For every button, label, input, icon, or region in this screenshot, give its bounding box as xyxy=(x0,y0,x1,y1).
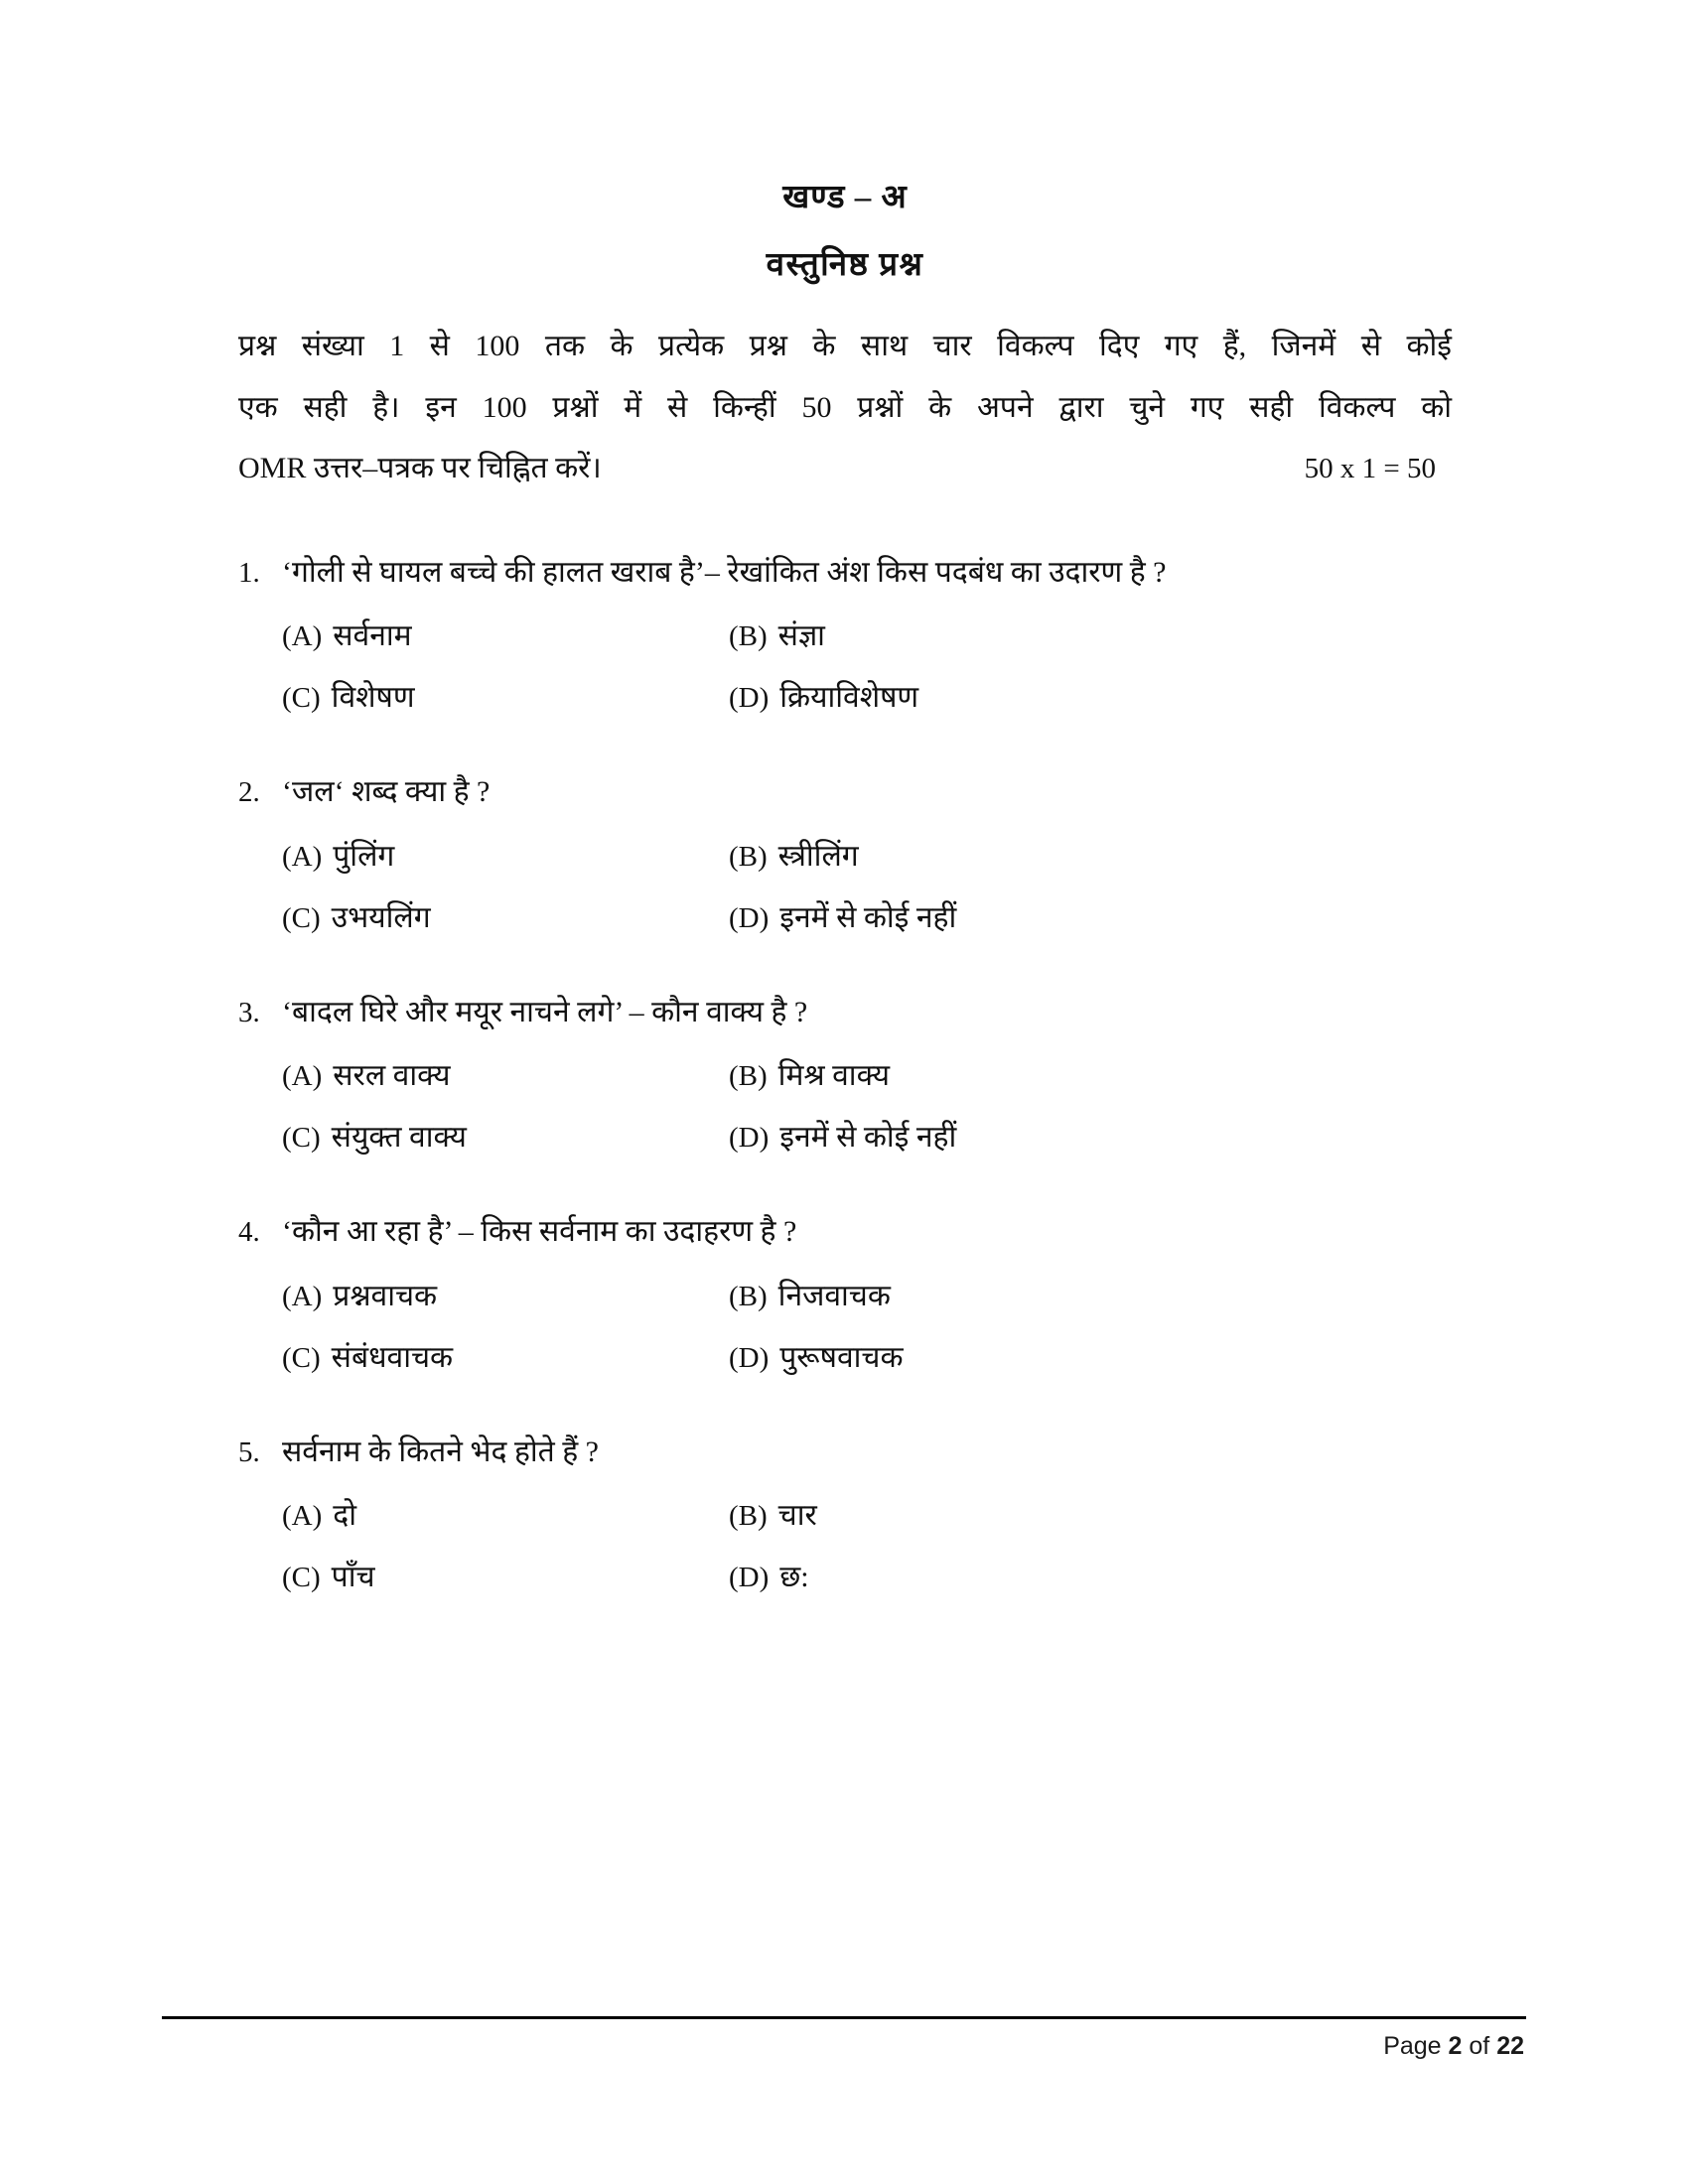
option-label: (D) xyxy=(729,1562,770,1593)
option-b[interactable] xyxy=(729,836,1452,878)
page-content xyxy=(238,174,1452,1598)
footer-total-pages: 22 xyxy=(1496,2032,1524,2060)
option-label: (C) xyxy=(282,901,321,934)
option-label: (A) xyxy=(282,1280,323,1312)
question-row xyxy=(238,770,1452,814)
question-number: 2. xyxy=(238,776,260,808)
question-number: 5. xyxy=(238,1435,260,1468)
option-text: विशेषण xyxy=(331,681,415,714)
option-text: पुरूषवाचक xyxy=(779,1340,904,1374)
option-a[interactable] xyxy=(282,1495,729,1537)
option-label: (C) xyxy=(282,1122,321,1154)
question-text: सर्वनाम के कितने भेद होते हैं ? xyxy=(282,1434,599,1468)
question-number: 1. xyxy=(238,556,260,589)
option-c[interactable] xyxy=(282,1337,729,1379)
option-text: उभयलिंग xyxy=(331,900,431,934)
options-row xyxy=(282,897,1452,939)
option-label: (D) xyxy=(729,901,770,934)
options-row xyxy=(282,1276,1452,1317)
options-list xyxy=(238,1055,1452,1159)
options-row xyxy=(282,1557,1452,1598)
option-text: पाँच xyxy=(331,1561,375,1593)
option-label: (C) xyxy=(282,1341,321,1374)
option-label: (D) xyxy=(729,1122,770,1154)
option-text: पुंलिंग xyxy=(333,839,395,873)
question-number: 4. xyxy=(238,1216,260,1248)
footer-current-page: 2 xyxy=(1448,2032,1463,2060)
instruction-line-3: OMR उत्तर–पत्रक पर चिह्नित करें। xyxy=(238,452,602,484)
option-b[interactable] xyxy=(729,1276,1452,1317)
option-text: संयुक्त वाक्य xyxy=(331,1121,467,1154)
instruction-line-2: एक सही है। इन 100 प्रश्नों में से किन्हीं 50 प्रश्नों के अपने द्वारा चुने गए सही विकल्प को xyxy=(238,390,1452,424)
option-label: (B) xyxy=(729,1060,768,1092)
question-row xyxy=(238,991,1452,1034)
options-list xyxy=(238,615,1452,719)
options-list xyxy=(238,1276,1452,1379)
option-label: (B) xyxy=(729,620,768,652)
page-number-label xyxy=(162,2019,1526,2061)
option-label: (D) xyxy=(729,682,770,714)
option-text: क्रियाविशेषण xyxy=(779,681,919,714)
option-label: (B) xyxy=(729,840,768,873)
option-text: सर्वनाम xyxy=(333,619,412,652)
option-b[interactable] xyxy=(729,1055,1452,1097)
option-text: छ: xyxy=(779,1561,809,1593)
section-subheading: वस्तुनिष्ठ प्रश्न xyxy=(766,246,924,283)
option-label: (C) xyxy=(282,682,321,714)
question-number: 3. xyxy=(238,996,260,1028)
option-text: दो xyxy=(333,1499,356,1532)
option-d[interactable] xyxy=(729,1337,1452,1379)
options-row xyxy=(282,1117,1452,1159)
question-block xyxy=(238,551,1452,720)
options-row xyxy=(282,836,1452,878)
options-row xyxy=(282,1055,1452,1097)
option-text: इनमें से कोई नहीं xyxy=(779,1121,957,1154)
question-text: ‘गोली से घायल बच्चे की हालत खराब है’– रेखांकित अंश किस पदबंध का उदारण है ? xyxy=(282,555,1167,589)
footer-prefix: Page xyxy=(1383,2032,1449,2060)
option-a[interactable] xyxy=(282,615,729,657)
option-c[interactable] xyxy=(282,1557,729,1598)
question-row xyxy=(238,551,1452,595)
option-b[interactable] xyxy=(729,615,1452,657)
option-a[interactable] xyxy=(282,1276,729,1317)
question-block xyxy=(238,1431,1452,1599)
options-row xyxy=(282,1337,1452,1379)
options-row xyxy=(282,677,1452,719)
question-text: ‘जल‘ शब्द क्या है ? xyxy=(282,775,491,808)
option-label: (B) xyxy=(729,1280,768,1312)
option-label: (A) xyxy=(282,840,323,873)
instruction-line-3-row xyxy=(238,438,1452,499)
option-label: (D) xyxy=(729,1341,770,1374)
option-text: संबंधवाचक xyxy=(331,1340,454,1374)
option-text: सरल वाक्य xyxy=(333,1059,451,1092)
option-c[interactable] xyxy=(282,897,729,939)
option-text: निजवाचक xyxy=(777,1279,891,1312)
instruction-line-1: प्रश्न संख्या 1 से 100 तक के प्रत्येक प्रश्न के साथ चार विकल्प दिए गए हैं, जिनमें से कोई xyxy=(238,330,1452,362)
option-label: (B) xyxy=(729,1500,768,1532)
option-text: मिश्र वाक्य xyxy=(777,1059,891,1092)
page-footer xyxy=(162,2016,1526,2061)
option-text: इनमें से कोई नहीं xyxy=(779,900,957,934)
option-text: चार xyxy=(777,1499,817,1532)
option-text: स्त्रीलिंग xyxy=(777,839,859,873)
footer-middle: of xyxy=(1462,2032,1497,2060)
options-row xyxy=(282,615,1452,657)
instructions-block xyxy=(238,316,1452,499)
question-row xyxy=(238,1210,1452,1254)
option-label: (A) xyxy=(282,1500,323,1532)
option-d[interactable] xyxy=(729,677,1452,719)
question-block xyxy=(238,770,1452,939)
options-row xyxy=(282,1495,1452,1537)
option-c[interactable] xyxy=(282,1117,729,1159)
question-text: ‘कौन आ रहा है’ – किस सर्वनाम का उदाहरण है ? xyxy=(282,1215,797,1248)
option-label: (A) xyxy=(282,1060,323,1092)
option-d[interactable] xyxy=(729,1557,1452,1598)
options-list xyxy=(238,1495,1452,1598)
option-d[interactable] xyxy=(729,897,1452,939)
question-block xyxy=(238,1210,1452,1379)
question-row xyxy=(238,1431,1452,1474)
option-a[interactable] xyxy=(282,1055,729,1097)
option-label: (C) xyxy=(282,1562,321,1593)
option-text: संज्ञा xyxy=(777,619,825,652)
option-label: (A) xyxy=(282,620,323,652)
option-a[interactable] xyxy=(282,836,729,878)
options-list xyxy=(238,836,1452,939)
section-heading: खण्ड – अ xyxy=(782,180,908,215)
option-b[interactable] xyxy=(729,1495,1452,1537)
option-c[interactable] xyxy=(282,677,729,719)
question-block xyxy=(238,991,1452,1160)
marks-allocation: 50 x 1 = 50 xyxy=(1304,453,1436,484)
option-text: प्रश्नवाचक xyxy=(333,1279,438,1312)
question-text: ‘बादल घिरे और मयूर नाचने लगे’ – कौन वाक्य है ? xyxy=(282,995,808,1028)
option-d[interactable] xyxy=(729,1117,1452,1159)
